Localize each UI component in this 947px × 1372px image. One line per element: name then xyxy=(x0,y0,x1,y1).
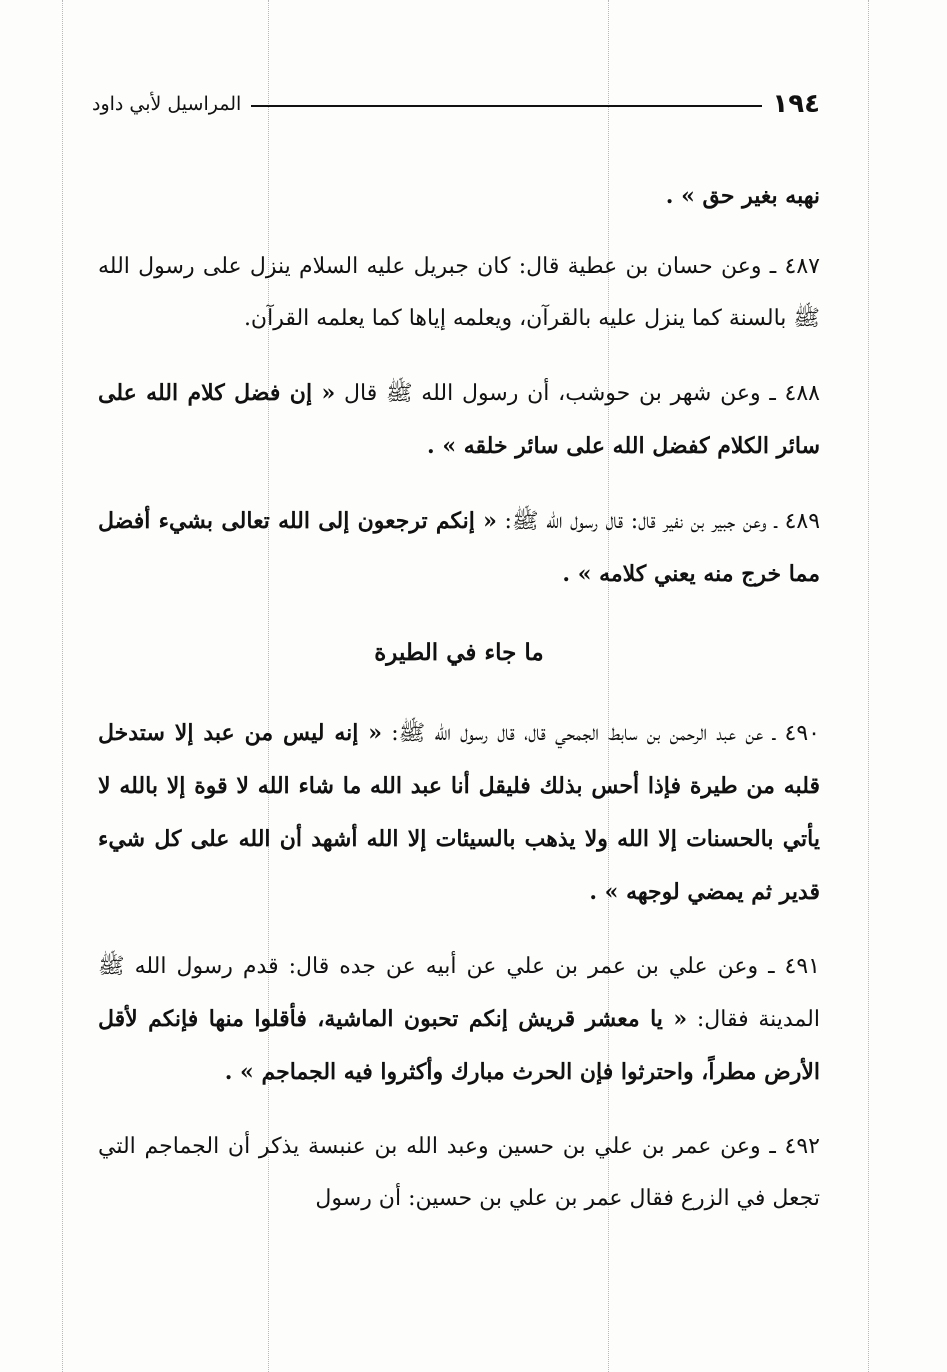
book-title: المراسيل لأبي داود xyxy=(92,93,242,115)
narration-text: ٤٨٨ ـ وعن شهر بن حوشب، أن رسول الله ﷺ قال xyxy=(344,381,820,406)
hadith-text: « إن فضل كلام الله على سائر الكلام كفضل الله على سائر خلقه » . xyxy=(98,380,820,459)
page-body xyxy=(98,170,820,1247)
narration-text: ٤٨٩ ـ وعن جبير بن نفير قال: قال رسول الله ﷺ: xyxy=(504,509,821,534)
hadith-488 xyxy=(98,367,820,473)
paragraph-continuation xyxy=(98,170,820,223)
hadith-487 xyxy=(98,241,820,345)
hadith-text: « إنه ليس من عبد إلا ستدخل قلبه من طيرة فإذا أحس بذلك فليقل أنا عبد الله ما شاء الله لا قوة إلا بالله لا يأتي بالحسنات إلا الله ولا يذهب بالسيئات إلا الله أشهد أن الله على كل شيء قدير ثم يمضي لوجهه » . xyxy=(98,720,820,905)
hadith-text: نهبه بغير حق » . xyxy=(665,183,820,209)
narration-text: ٤٩٠ ـ عن عبد الرحمن بن سابط الجمحي قال، قال رسول الله ﷺ: xyxy=(391,721,820,746)
hadith-text: « إنكم ترجعون إلى الله تعالى بشيء أفضل مما خرج منه يعني كلامه » . xyxy=(98,508,820,587)
hadith-490 xyxy=(98,707,820,919)
scan-guide-line xyxy=(868,0,869,1372)
hadith-text: « يا معشر قريش إنكم تحبون الماشية، فأقلوا منها فإنكم لأقل الأرض مطراً، واحترثوا فإن الحرث مبارك وأكثروا فيه الجماجم » . xyxy=(98,1006,820,1085)
page-number: ١٩٤ xyxy=(772,89,820,119)
narration-text: ٤٨٧ ـ وعن حسان بن عطية قال: كان جبريل عليه السلام ينزل على رسول الله ﷺ بالسنة كما ينزل عليه بالقرآن، ويعلمه إياها كما يعلمه القرآن. xyxy=(98,254,820,331)
header-rule xyxy=(251,105,762,107)
hadith-492 xyxy=(98,1121,820,1225)
page-header xyxy=(92,84,820,124)
narration-text: ٤٩٢ ـ وعن عمر بن علي بن حسين وعبد الله بن عنبسة يذكر أن الجماجم التي تجعل في الزرع فقال عمر بن علي بن حسين: أن رسول xyxy=(98,1134,820,1211)
hadith-489 xyxy=(98,495,820,601)
scan-guide-line xyxy=(62,0,63,1372)
narration-text: ٤٩١ ـ وعن علي بن عمر بن علي عن أبيه عن جده قال: قدم رسول الله ﷺ المدينة فقال: xyxy=(98,954,820,1032)
hadith-491 xyxy=(98,941,820,1099)
section-heading: ما جاء في الطيرة xyxy=(374,639,544,666)
